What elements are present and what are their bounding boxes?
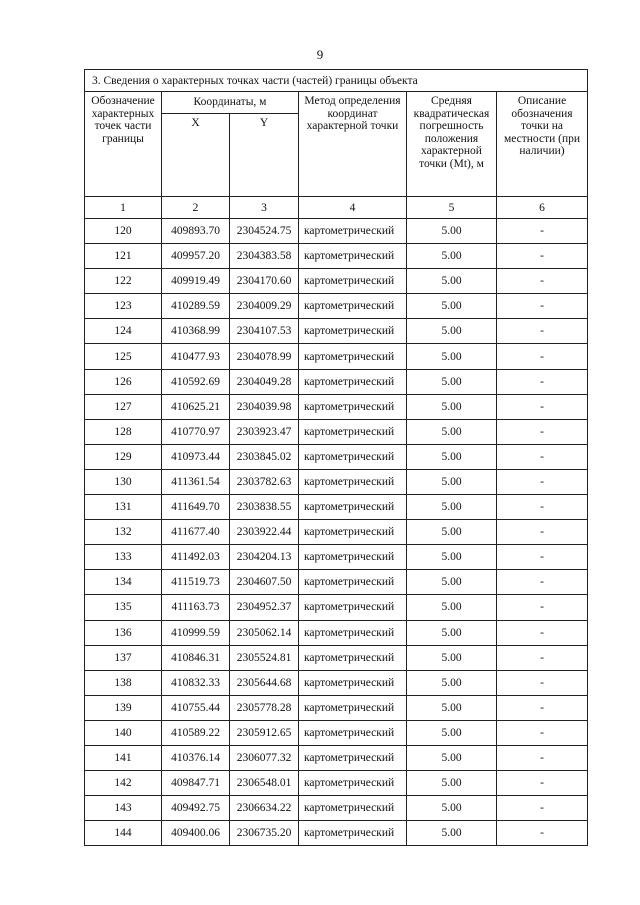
table-row: [85, 344, 588, 369]
cell-x: 411677.40: [162, 520, 230, 545]
cell-y: 2304170.60: [230, 269, 299, 294]
cell-method: картометрический: [299, 796, 407, 821]
cell-x: 410999.59: [162, 620, 230, 645]
cell-x: 410477.93: [162, 344, 230, 369]
table-row: [85, 821, 588, 846]
cell-description: -: [497, 495, 588, 520]
cell-accuracy: 5.00: [407, 294, 497, 319]
cell-point: 142: [85, 771, 162, 796]
cell-accuracy: 5.00: [407, 670, 497, 695]
cell-description: -: [497, 570, 588, 595]
cell-accuracy: 5.00: [407, 695, 497, 720]
cell-y: 2303845.02: [230, 444, 299, 469]
cell-y: 2304049.28: [230, 369, 299, 394]
cell-x: 410770.97: [162, 419, 230, 444]
cell-point: 133: [85, 545, 162, 570]
cell-accuracy: 5.00: [407, 495, 497, 520]
cell-method: картометрический: [299, 444, 407, 469]
cell-description: -: [497, 344, 588, 369]
cell-y: 2306077.32: [230, 745, 299, 770]
cell-description: -: [497, 219, 588, 244]
cell-point: 134: [85, 570, 162, 595]
cell-point: 125: [85, 344, 162, 369]
cell-description: -: [497, 545, 588, 570]
column-number-row: [85, 197, 588, 219]
column-number: 1: [85, 197, 162, 219]
cell-method: картометрический: [299, 645, 407, 670]
cell-x: 410589.22: [162, 720, 230, 745]
cell-accuracy: 5.00: [407, 419, 497, 444]
cell-x: 409919.49: [162, 269, 230, 294]
cell-description: -: [497, 469, 588, 494]
cell-x: 410755.44: [162, 695, 230, 720]
cell-x: 409492.75: [162, 796, 230, 821]
cell-description: -: [497, 745, 588, 770]
cell-method: картометрический: [299, 419, 407, 444]
table-row: [85, 620, 588, 645]
cell-y: 2304078.99: [230, 344, 299, 369]
cell-description: -: [497, 620, 588, 645]
cell-description: -: [497, 394, 588, 419]
cell-point: 139: [85, 695, 162, 720]
cell-description: -: [497, 796, 588, 821]
cell-method: картометрический: [299, 695, 407, 720]
cell-y: 2306634.22: [230, 796, 299, 821]
cell-x: 410289.59: [162, 294, 230, 319]
header-coordinates: Координаты, м: [162, 92, 299, 114]
cell-accuracy: 5.00: [407, 219, 497, 244]
cell-accuracy: 5.00: [407, 444, 497, 469]
table-row: [85, 771, 588, 796]
cell-y: 2304204.13: [230, 545, 299, 570]
cell-method: картометрический: [299, 469, 407, 494]
cell-x: 411492.03: [162, 545, 230, 570]
cell-accuracy: 5.00: [407, 394, 497, 419]
cell-point: 136: [85, 620, 162, 645]
cell-point: 123: [85, 294, 162, 319]
table-row: [85, 745, 588, 770]
cell-x: 411649.70: [162, 495, 230, 520]
cell-x: 411361.54: [162, 469, 230, 494]
cell-method: картометрический: [299, 394, 407, 419]
cell-x: 409400.06: [162, 821, 230, 846]
table-row: [85, 720, 588, 745]
cell-y: 2305912.65: [230, 720, 299, 745]
cell-description: -: [497, 369, 588, 394]
cell-y: 2304009.29: [230, 294, 299, 319]
section-title: 3. Сведения о характерных точках части (частей) границы объекта: [85, 70, 588, 92]
cell-description: -: [497, 444, 588, 469]
cell-method: картометрический: [299, 545, 407, 570]
cell-point: 120: [85, 219, 162, 244]
cell-y: 2303838.55: [230, 495, 299, 520]
cell-method: картометрический: [299, 219, 407, 244]
cell-y: 2303923.47: [230, 419, 299, 444]
cell-accuracy: 5.00: [407, 369, 497, 394]
cell-x: 410376.14: [162, 745, 230, 770]
cell-accuracy: 5.00: [407, 469, 497, 494]
table-row: [85, 520, 588, 545]
cell-description: -: [497, 520, 588, 545]
cell-method: картометрический: [299, 670, 407, 695]
cell-accuracy: 5.00: [407, 319, 497, 344]
cell-y: 2304107.53: [230, 319, 299, 344]
table-row: [85, 796, 588, 821]
cell-point: 143: [85, 796, 162, 821]
cell-y: 2303922.44: [230, 520, 299, 545]
cell-point: 122: [85, 269, 162, 294]
cell-point: 124: [85, 319, 162, 344]
cell-point: 127: [85, 394, 162, 419]
table-row: [85, 444, 588, 469]
table-row: [85, 595, 588, 620]
cell-point: 130: [85, 469, 162, 494]
table-row: [85, 269, 588, 294]
boundary-points-table: [84, 69, 588, 846]
header-description: Описание обозначения точки на местности (при наличии): [497, 92, 588, 197]
cell-accuracy: 5.00: [407, 244, 497, 269]
cell-description: -: [497, 595, 588, 620]
cell-point: 141: [85, 745, 162, 770]
table-row: [85, 369, 588, 394]
header-x: X: [162, 114, 230, 197]
cell-accuracy: 5.00: [407, 620, 497, 645]
cell-y: 2306735.20: [230, 821, 299, 846]
cell-x: 410846.31: [162, 645, 230, 670]
table-row: [85, 244, 588, 269]
cell-point: 131: [85, 495, 162, 520]
cell-y: 2306548.01: [230, 771, 299, 796]
column-number: 2: [162, 197, 230, 219]
cell-y: 2304383.58: [230, 244, 299, 269]
cell-accuracy: 5.00: [407, 745, 497, 770]
cell-point: 121: [85, 244, 162, 269]
cell-y: 2305062.14: [230, 620, 299, 645]
cell-x: 411163.73: [162, 595, 230, 620]
cell-point: 138: [85, 670, 162, 695]
cell-accuracy: 5.00: [407, 796, 497, 821]
cell-x: 409847.71: [162, 771, 230, 796]
header-row-1: [85, 92, 588, 114]
header-accuracy: Средняя квадратическая погрешность положения характерной точки (Mt), м: [407, 92, 497, 197]
cell-method: картометрический: [299, 294, 407, 319]
cell-point: 128: [85, 419, 162, 444]
cell-accuracy: 5.00: [407, 720, 497, 745]
section-title-row: [85, 70, 588, 92]
cell-x: 411519.73: [162, 570, 230, 595]
cell-method: картометрический: [299, 520, 407, 545]
cell-description: -: [497, 771, 588, 796]
cell-y: 2304607.50: [230, 570, 299, 595]
table-row: [85, 695, 588, 720]
cell-point: 129: [85, 444, 162, 469]
cell-method: картометрический: [299, 720, 407, 745]
cell-method: картометрический: [299, 319, 407, 344]
cell-description: -: [497, 645, 588, 670]
column-number: 6: [497, 197, 588, 219]
cell-method: картометрический: [299, 771, 407, 796]
cell-x: 410368.99: [162, 319, 230, 344]
cell-description: -: [497, 294, 588, 319]
cell-accuracy: 5.00: [407, 771, 497, 796]
cell-method: картометрический: [299, 570, 407, 595]
cell-method: картометрический: [299, 369, 407, 394]
cell-accuracy: 5.00: [407, 570, 497, 595]
header-y: Y: [230, 114, 299, 197]
cell-point: 144: [85, 821, 162, 846]
cell-x: 410625.21: [162, 394, 230, 419]
cell-y: 2305524.81: [230, 645, 299, 670]
table-row: [85, 645, 588, 670]
cell-method: картометрический: [299, 745, 407, 770]
cell-x: 410592.69: [162, 369, 230, 394]
cell-description: -: [497, 244, 588, 269]
cell-accuracy: 5.00: [407, 344, 497, 369]
table-row: [85, 394, 588, 419]
cell-y: 2304039.98: [230, 394, 299, 419]
cell-method: картометрический: [299, 821, 407, 846]
cell-point: 140: [85, 720, 162, 745]
cell-point: 126: [85, 369, 162, 394]
cell-y: 2305778.28: [230, 695, 299, 720]
cell-accuracy: 5.00: [407, 545, 497, 570]
cell-method: картометрический: [299, 620, 407, 645]
table-row: [85, 219, 588, 244]
table-row: [85, 495, 588, 520]
cell-y: 2304952.37: [230, 595, 299, 620]
cell-y: 2303782.63: [230, 469, 299, 494]
column-number: 3: [230, 197, 299, 219]
cell-method: картометрический: [299, 495, 407, 520]
cell-x: 410973.44: [162, 444, 230, 469]
cell-method: картометрический: [299, 344, 407, 369]
cell-description: -: [497, 269, 588, 294]
table-row: [85, 670, 588, 695]
cell-accuracy: 5.00: [407, 269, 497, 294]
cell-description: -: [497, 720, 588, 745]
cell-description: -: [497, 419, 588, 444]
cell-x: 409893.70: [162, 219, 230, 244]
cell-method: картометрический: [299, 269, 407, 294]
table-row: [85, 319, 588, 344]
cell-description: -: [497, 695, 588, 720]
header-point-designation: Обозначение характерных точек части границы: [85, 92, 162, 197]
cell-accuracy: 5.00: [407, 645, 497, 670]
header-method: Метод определения координат характерной точки: [299, 92, 407, 197]
cell-point: 135: [85, 595, 162, 620]
cell-point: 132: [85, 520, 162, 545]
cell-method: картометрический: [299, 244, 407, 269]
column-number: 5: [407, 197, 497, 219]
cell-y: 2305644.68: [230, 670, 299, 695]
table-row: [85, 294, 588, 319]
cell-accuracy: 5.00: [407, 821, 497, 846]
cell-accuracy: 5.00: [407, 595, 497, 620]
table-row: [85, 469, 588, 494]
table-row: [85, 419, 588, 444]
cell-x: 410832.33: [162, 670, 230, 695]
cell-accuracy: 5.00: [407, 520, 497, 545]
cell-description: -: [497, 319, 588, 344]
cell-x: 409957.20: [162, 244, 230, 269]
cell-y: 2304524.75: [230, 219, 299, 244]
table-row: [85, 545, 588, 570]
cell-description: -: [497, 670, 588, 695]
cell-method: картометрический: [299, 595, 407, 620]
table-row: [85, 570, 588, 595]
cell-description: -: [497, 821, 588, 846]
cell-point: 137: [85, 645, 162, 670]
page-number: 9: [316, 47, 324, 62]
column-number: 4: [299, 197, 407, 219]
